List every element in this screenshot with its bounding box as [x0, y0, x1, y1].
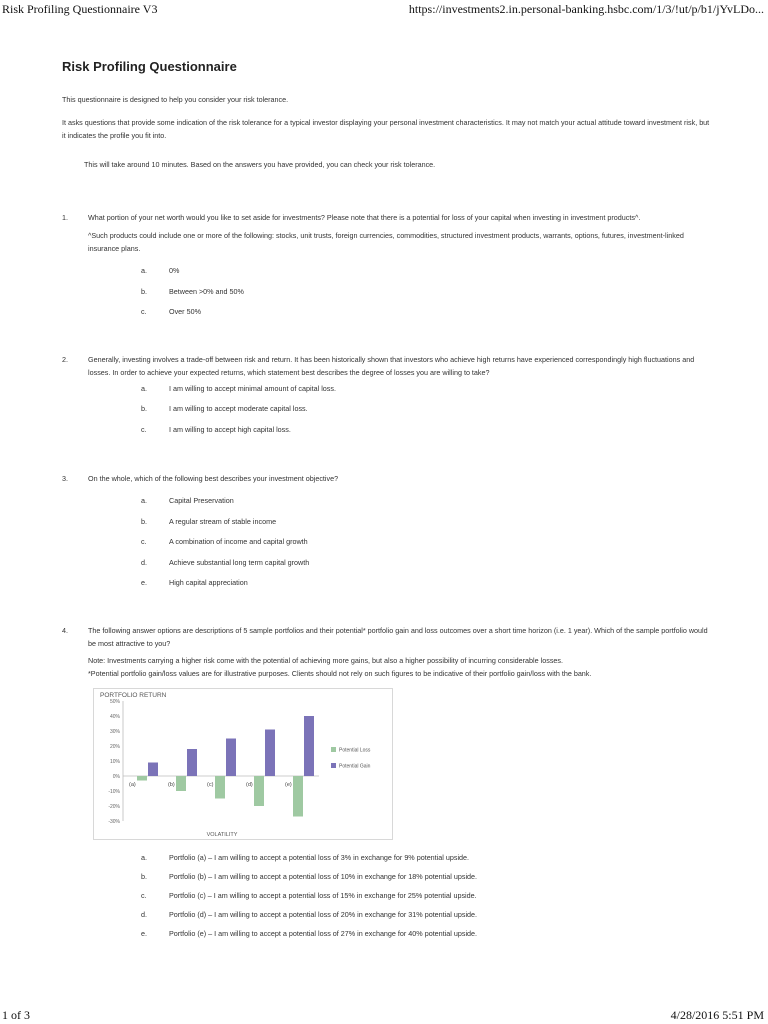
option-text: Over 50%	[169, 307, 201, 316]
x-axis-label: VOLATILITY	[206, 831, 238, 838]
question-3	[62, 472, 712, 597]
option-text: I am willing to accept high capital loss.	[169, 424, 291, 434]
intro-paragraph-3: This will take around 10 minutes. Based on the answers you have provided, you can check your risk tolerance.	[84, 160, 436, 169]
answer-options	[88, 494, 712, 597]
answer-option[interactable]	[88, 908, 712, 927]
option-text: Portfolio (c) – I am willing to accept a potential loss of 15% in exchange for 25% potential upside.	[169, 890, 477, 900]
option-letter: c.	[141, 537, 147, 546]
gain-bar	[226, 738, 236, 776]
answer-option[interactable]	[88, 927, 712, 946]
answer-options	[88, 382, 712, 444]
category-label: (e)	[285, 781, 292, 788]
gain-bar	[304, 716, 314, 776]
portfolio-return-chart	[93, 688, 393, 840]
y-tick-label: 10%	[109, 758, 120, 765]
option-letter: b.	[141, 871, 147, 881]
option-text: I am willing to accept minimal amount of capital loss.	[169, 383, 336, 393]
answer-option[interactable]	[88, 576, 712, 597]
option-letter: d.	[141, 909, 147, 919]
loss-bar	[176, 776, 186, 791]
question-number: 4.	[62, 625, 68, 635]
answer-option[interactable]	[88, 264, 712, 285]
loss-bar	[293, 776, 303, 817]
option-text: A regular stream of stable income	[169, 516, 277, 526]
question-number: 2.	[62, 354, 68, 364]
option-letter: b.	[141, 404, 147, 413]
document-body	[62, 58, 712, 946]
question-number: 1.	[62, 213, 68, 222]
question-2	[62, 353, 712, 444]
option-text: A combination of income and capital growth	[169, 537, 308, 546]
option-letter: c.	[141, 890, 147, 900]
print-header-title: Risk Profiling Questionnaire V3	[2, 2, 158, 16]
option-letter: e.	[141, 928, 147, 938]
option-text: Portfolio (e) – I am willing to accept a potential loss of 27% in exchange for 40% potential upside.	[169, 928, 478, 938]
option-text: Achieve substantial long term capital growth	[169, 557, 310, 567]
loss-bar	[137, 776, 147, 781]
option-letter: e.	[141, 578, 147, 587]
question-text: The following answer options are descriptions of 5 sample portfolios and their potential* portfolio gain and loss outcomes over a short time horizon (i.e. 1 year). Which of the sample portfolio would be most attractive to you?	[88, 625, 708, 648]
option-letter: c.	[141, 424, 147, 434]
print-header	[0, 0, 768, 18]
legend-swatch	[331, 747, 336, 752]
y-tick-label: -20%	[108, 803, 120, 810]
option-text: Portfolio (d) – I am willing to accept a potential loss of 20% in exchange for 31% potential upside.	[169, 909, 478, 919]
category-label: (a)	[129, 781, 136, 788]
page-number: 1 of 3	[2, 1008, 30, 1022]
gain-bar	[148, 762, 158, 776]
chart-title: PORTFOLIO RETURN	[100, 691, 167, 699]
legend-label: Potential Loss	[339, 747, 371, 753]
gain-bar	[265, 729, 275, 776]
category-label: (c)	[207, 781, 214, 788]
print-footer	[0, 1006, 768, 1024]
question-note: Note: Investments carrying a higher risk come with the potential of achieving more gains, but also a higher possibility of incurring considerable losses.	[88, 655, 564, 665]
answer-option[interactable]	[88, 423, 712, 444]
y-tick-label: 40%	[109, 713, 120, 720]
legend-label: Potential Gain	[339, 763, 371, 769]
option-letter: a.	[141, 496, 147, 505]
print-datetime: 4/28/2016 5:51 PM	[670, 1008, 764, 1022]
answer-option[interactable]	[88, 382, 712, 403]
option-text: 0%	[169, 266, 180, 275]
chart-svg	[94, 689, 394, 841]
y-tick-label: -10%	[108, 788, 120, 795]
question-text: What portion of your net worth would you like to set aside for investments? Please note that there is a potential for loss of your capital when investing in investment products^.	[88, 213, 641, 222]
loss-bar	[254, 776, 264, 806]
answer-options	[88, 851, 712, 946]
option-letter: a.	[141, 266, 147, 275]
gain-bar	[187, 749, 197, 776]
answer-options	[88, 264, 712, 326]
answer-option[interactable]	[88, 494, 712, 515]
option-text: Between >0% and 50%	[169, 286, 244, 296]
y-tick-label: 50%	[109, 698, 120, 705]
option-text: High capital appreciation	[169, 578, 248, 587]
option-letter: c.	[141, 307, 147, 316]
answer-option[interactable]	[88, 285, 712, 306]
legend-swatch	[331, 763, 336, 768]
category-label: (d)	[246, 781, 253, 788]
y-tick-label: -30%	[108, 818, 120, 825]
question-note: ^Such products could include one or more of the following: stocks, unit trusts, foreign currencies, commodities, structured investment products, warrants, options, futures, investment-linked insurance plans.	[88, 231, 684, 253]
answer-option[interactable]	[88, 305, 712, 326]
option-text: Portfolio (a) – I am willing to accept a potential loss of 3% in exchange for 9% potential upside.	[169, 852, 470, 862]
answer-option[interactable]	[88, 402, 712, 423]
question-4	[62, 624, 712, 946]
option-letter: a.	[141, 852, 147, 862]
y-tick-label: 30%	[109, 728, 120, 735]
option-letter: b.	[141, 516, 147, 526]
answer-option[interactable]	[88, 535, 712, 556]
option-letter: a.	[141, 383, 147, 393]
category-label: (b)	[168, 781, 175, 788]
question-text: On the whole, which of the following best describes your investment objective?	[88, 474, 339, 483]
answer-option[interactable]	[88, 870, 712, 889]
page-title: Risk Profiling Questionnaire	[62, 59, 237, 74]
answer-option[interactable]	[88, 889, 712, 908]
question-number: 3.	[62, 474, 68, 483]
question-footnote: *Potential portfolio gain/loss values are for illustrative purposes. Clients should not rely on such figures to be indicative of their portfolio gain/loss with the bank.	[88, 668, 592, 678]
answer-option[interactable]	[88, 851, 712, 870]
option-text: I am willing to accept moderate capital loss.	[169, 404, 308, 413]
y-tick-label: 0%	[112, 773, 120, 780]
option-text: Capital Preservation	[169, 496, 234, 505]
print-header-url: https://investments2.in.personal-banking.hsbc.com/1/3/!ut/p/b1/jYvLDo...	[408, 2, 764, 16]
question-1	[62, 211, 712, 326]
question-text: Generally, investing involves a trade-off between risk and return. It has been historically shown that investors who achieve high returns have experienced correspondingly high fluctuations and losses. In order to achieve your expected returns, which statement best describes the degree of losses you are willing to take?	[88, 354, 695, 377]
loss-bar	[215, 776, 225, 799]
y-tick-label: 20%	[109, 743, 120, 750]
option-letter: d.	[141, 557, 147, 567]
answer-option[interactable]	[88, 515, 712, 536]
option-letter: b.	[141, 286, 147, 296]
intro-paragraph-2: It asks questions that provide some indication of the risk tolerance for a typical investor displaying your personal investment characteristics. It may not match your actual attitude toward investment risk, but it indicates the profile you fit into.	[62, 118, 710, 140]
option-text: Portfolio (b) – I am willing to accept a potential loss of 10% in exchange for 18% potential upside.	[169, 871, 478, 881]
answer-option[interactable]	[88, 556, 712, 577]
intro-paragraph-1: This questionnaire is designed to help you consider your risk tolerance.	[62, 95, 289, 104]
